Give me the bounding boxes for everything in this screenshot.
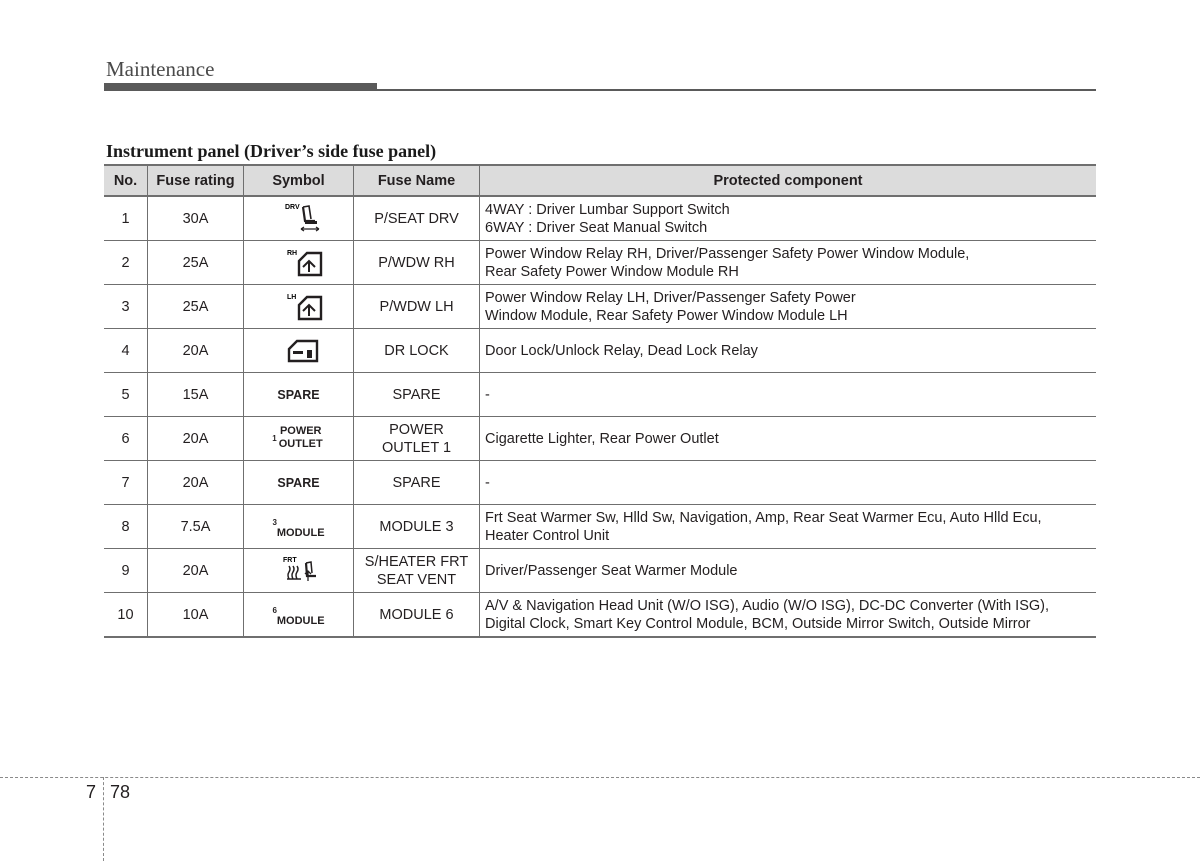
header-rule-thin	[377, 89, 1096, 91]
cell-no: 3	[104, 285, 148, 329]
fuse-name-line: SEAT VENT	[376, 571, 457, 588]
fuse-name-line: P/WDW LH	[379, 298, 454, 315]
protected-line: 6WAY : Driver Seat Manual Switch	[485, 219, 708, 236]
door-lock-icon	[249, 331, 349, 371]
table-row	[104, 549, 1096, 593]
cell-rating: 20A	[148, 549, 244, 593]
symbol-label: RH	[286, 249, 297, 257]
protected-line: -	[485, 386, 490, 403]
cell-no: 7	[104, 461, 148, 505]
symbol-label-text: MODULE	[276, 614, 325, 627]
cell-protected	[480, 549, 1097, 593]
cell-protected	[480, 593, 1097, 638]
fuse-name-line: P/SEAT DRV	[374, 210, 459, 227]
protected-line: -	[485, 474, 490, 491]
cell-no: 9	[104, 549, 148, 593]
protected-line: Heater Control Unit	[485, 527, 610, 544]
cell-protected	[480, 329, 1097, 373]
col-header-symbol: Symbol	[244, 165, 354, 196]
symbol-label: LH	[286, 293, 296, 301]
cell-symbol	[244, 373, 354, 417]
cell-fuse-name	[354, 593, 480, 638]
cell-rating: 10A	[148, 593, 244, 638]
table-row	[104, 373, 1096, 417]
symbol-superscript: 6	[272, 605, 277, 615]
fuse-name-line: MODULE 6	[379, 606, 454, 623]
cell-symbol	[244, 241, 354, 285]
cell-protected	[480, 417, 1097, 461]
cell-fuse-name	[354, 373, 480, 417]
protected-line: Power Window Relay LH, Driver/Passenger Safety Power	[485, 289, 856, 306]
fuse-name-line: POWER	[389, 421, 444, 438]
cell-fuse-name	[354, 241, 480, 285]
cell-rating: 20A	[148, 417, 244, 461]
symbol-label-text: MODULE	[276, 526, 325, 539]
table-row	[104, 593, 1096, 638]
table-row	[104, 329, 1096, 373]
cell-protected	[480, 285, 1097, 329]
col-header-fuse-name: Fuse Name	[354, 165, 480, 196]
cell-rating: 25A	[148, 241, 244, 285]
footer-divider	[0, 777, 1200, 778]
table-header-row	[104, 165, 1096, 196]
table-row	[104, 196, 1096, 241]
cell-no: 4	[104, 329, 148, 373]
protected-line: Rear Safety Power Window Module RH	[485, 263, 739, 280]
table-title: Instrument panel (Driver’s side fuse panel)	[106, 141, 437, 161]
col-header-fuse-rating: Fuse rating	[148, 165, 244, 196]
cell-fuse-name	[354, 461, 480, 505]
cell-symbol	[244, 505, 354, 549]
cell-fuse-name	[354, 329, 480, 373]
symbol-label-text: POWER OUTLET	[278, 425, 323, 450]
table-row	[104, 417, 1096, 461]
symbol-label	[272, 425, 324, 450]
cell-rating: 7.5A	[148, 505, 244, 549]
cell-rating: 15A	[148, 373, 244, 417]
cell-protected	[480, 505, 1097, 549]
cell-fuse-name	[354, 285, 480, 329]
footer-vertical-divider	[103, 777, 104, 861]
cell-rating: 20A	[148, 461, 244, 505]
cell-protected	[480, 241, 1097, 285]
cell-symbol	[244, 417, 354, 461]
protected-line: Window Module, Rear Safety Power Window Module LH	[485, 307, 848, 324]
cell-rating: 25A	[148, 285, 244, 329]
fuse-name-line: S/HEATER FRT	[364, 553, 469, 570]
fuse-table	[104, 164, 1096, 638]
symbol-label: DRV	[284, 203, 300, 211]
power-window-icon	[249, 287, 349, 327]
cell-fuse-name	[354, 505, 480, 549]
power-window-icon	[249, 243, 349, 283]
symbol-label: SPARE	[277, 475, 320, 490]
cell-symbol	[244, 285, 354, 329]
power-seat-icon	[249, 199, 349, 239]
cell-symbol	[244, 549, 354, 593]
table-row	[104, 241, 1096, 285]
cell-no: 8	[104, 505, 148, 549]
cell-symbol	[244, 196, 354, 241]
protected-line: Digital Clock, Smart Key Control Module, BCM, Outside Mirror Switch, Outside Mirror	[485, 615, 1031, 632]
seat-heater-vent-icon	[249, 551, 349, 591]
cell-fuse-name	[354, 549, 480, 593]
header-rule-thick	[104, 83, 377, 91]
fuse-name-line: OUTLET 1	[381, 439, 452, 456]
col-header-no: No.	[104, 165, 148, 196]
symbol-label: SPARE	[277, 387, 320, 402]
cell-no: 10	[104, 593, 148, 638]
section-title: Maintenance	[106, 57, 215, 81]
cell-symbol	[244, 329, 354, 373]
fuse-name-line: MODULE 3	[379, 518, 454, 535]
protected-line: A/V & Navigation Head Unit (W/O ISG), Audio (W/O ISG), DC-DC Converter (With ISG),	[485, 597, 1050, 614]
table-row	[104, 505, 1096, 549]
cell-symbol	[244, 461, 354, 505]
protected-line: Cigarette Lighter, Rear Power Outlet	[485, 430, 719, 447]
cell-no: 5	[104, 373, 148, 417]
cell-protected	[480, 373, 1097, 417]
chapter-number: 7	[86, 782, 97, 802]
protected-line: Door Lock/Unlock Relay, Dead Lock Relay	[485, 342, 758, 359]
protected-line: Power Window Relay RH, Driver/Passenger Safety Power Window Module,	[485, 245, 970, 262]
table-row	[104, 285, 1096, 329]
cell-symbol	[244, 593, 354, 638]
cell-protected	[480, 461, 1097, 505]
cell-no: 2	[104, 241, 148, 285]
table-row	[104, 461, 1096, 505]
cell-protected	[480, 196, 1097, 241]
cell-no: 1	[104, 196, 148, 241]
symbol-superscript: 3	[272, 517, 277, 527]
fuse-name-line: DR LOCK	[384, 342, 449, 359]
symbol-label	[272, 605, 325, 627]
protected-line: 4WAY : Driver Lumbar Support Switch	[485, 201, 730, 218]
protected-line: Driver/Passenger Seat Warmer Module	[485, 562, 738, 579]
fuse-name-line: SPARE	[392, 474, 441, 491]
cell-no: 6	[104, 417, 148, 461]
cell-rating: 30A	[148, 196, 244, 241]
cell-fuse-name	[354, 417, 480, 461]
cell-rating: 20A	[148, 329, 244, 373]
symbol-label	[272, 517, 325, 539]
fuse-name-line: P/WDW RH	[378, 254, 455, 271]
page-number: 78	[110, 782, 131, 802]
fuse-name-line: SPARE	[392, 386, 441, 403]
symbol-superscript: 1	[272, 434, 277, 443]
cell-fuse-name	[354, 196, 480, 241]
col-header-protected-component: Protected component	[480, 165, 1097, 196]
protected-line: Frt Seat Warmer Sw, Hlld Sw, Navigation, Amp, Rear Seat Warmer Ecu, Auto Hlld Ecu,	[485, 509, 1042, 526]
symbol-label: FRT	[282, 556, 297, 564]
